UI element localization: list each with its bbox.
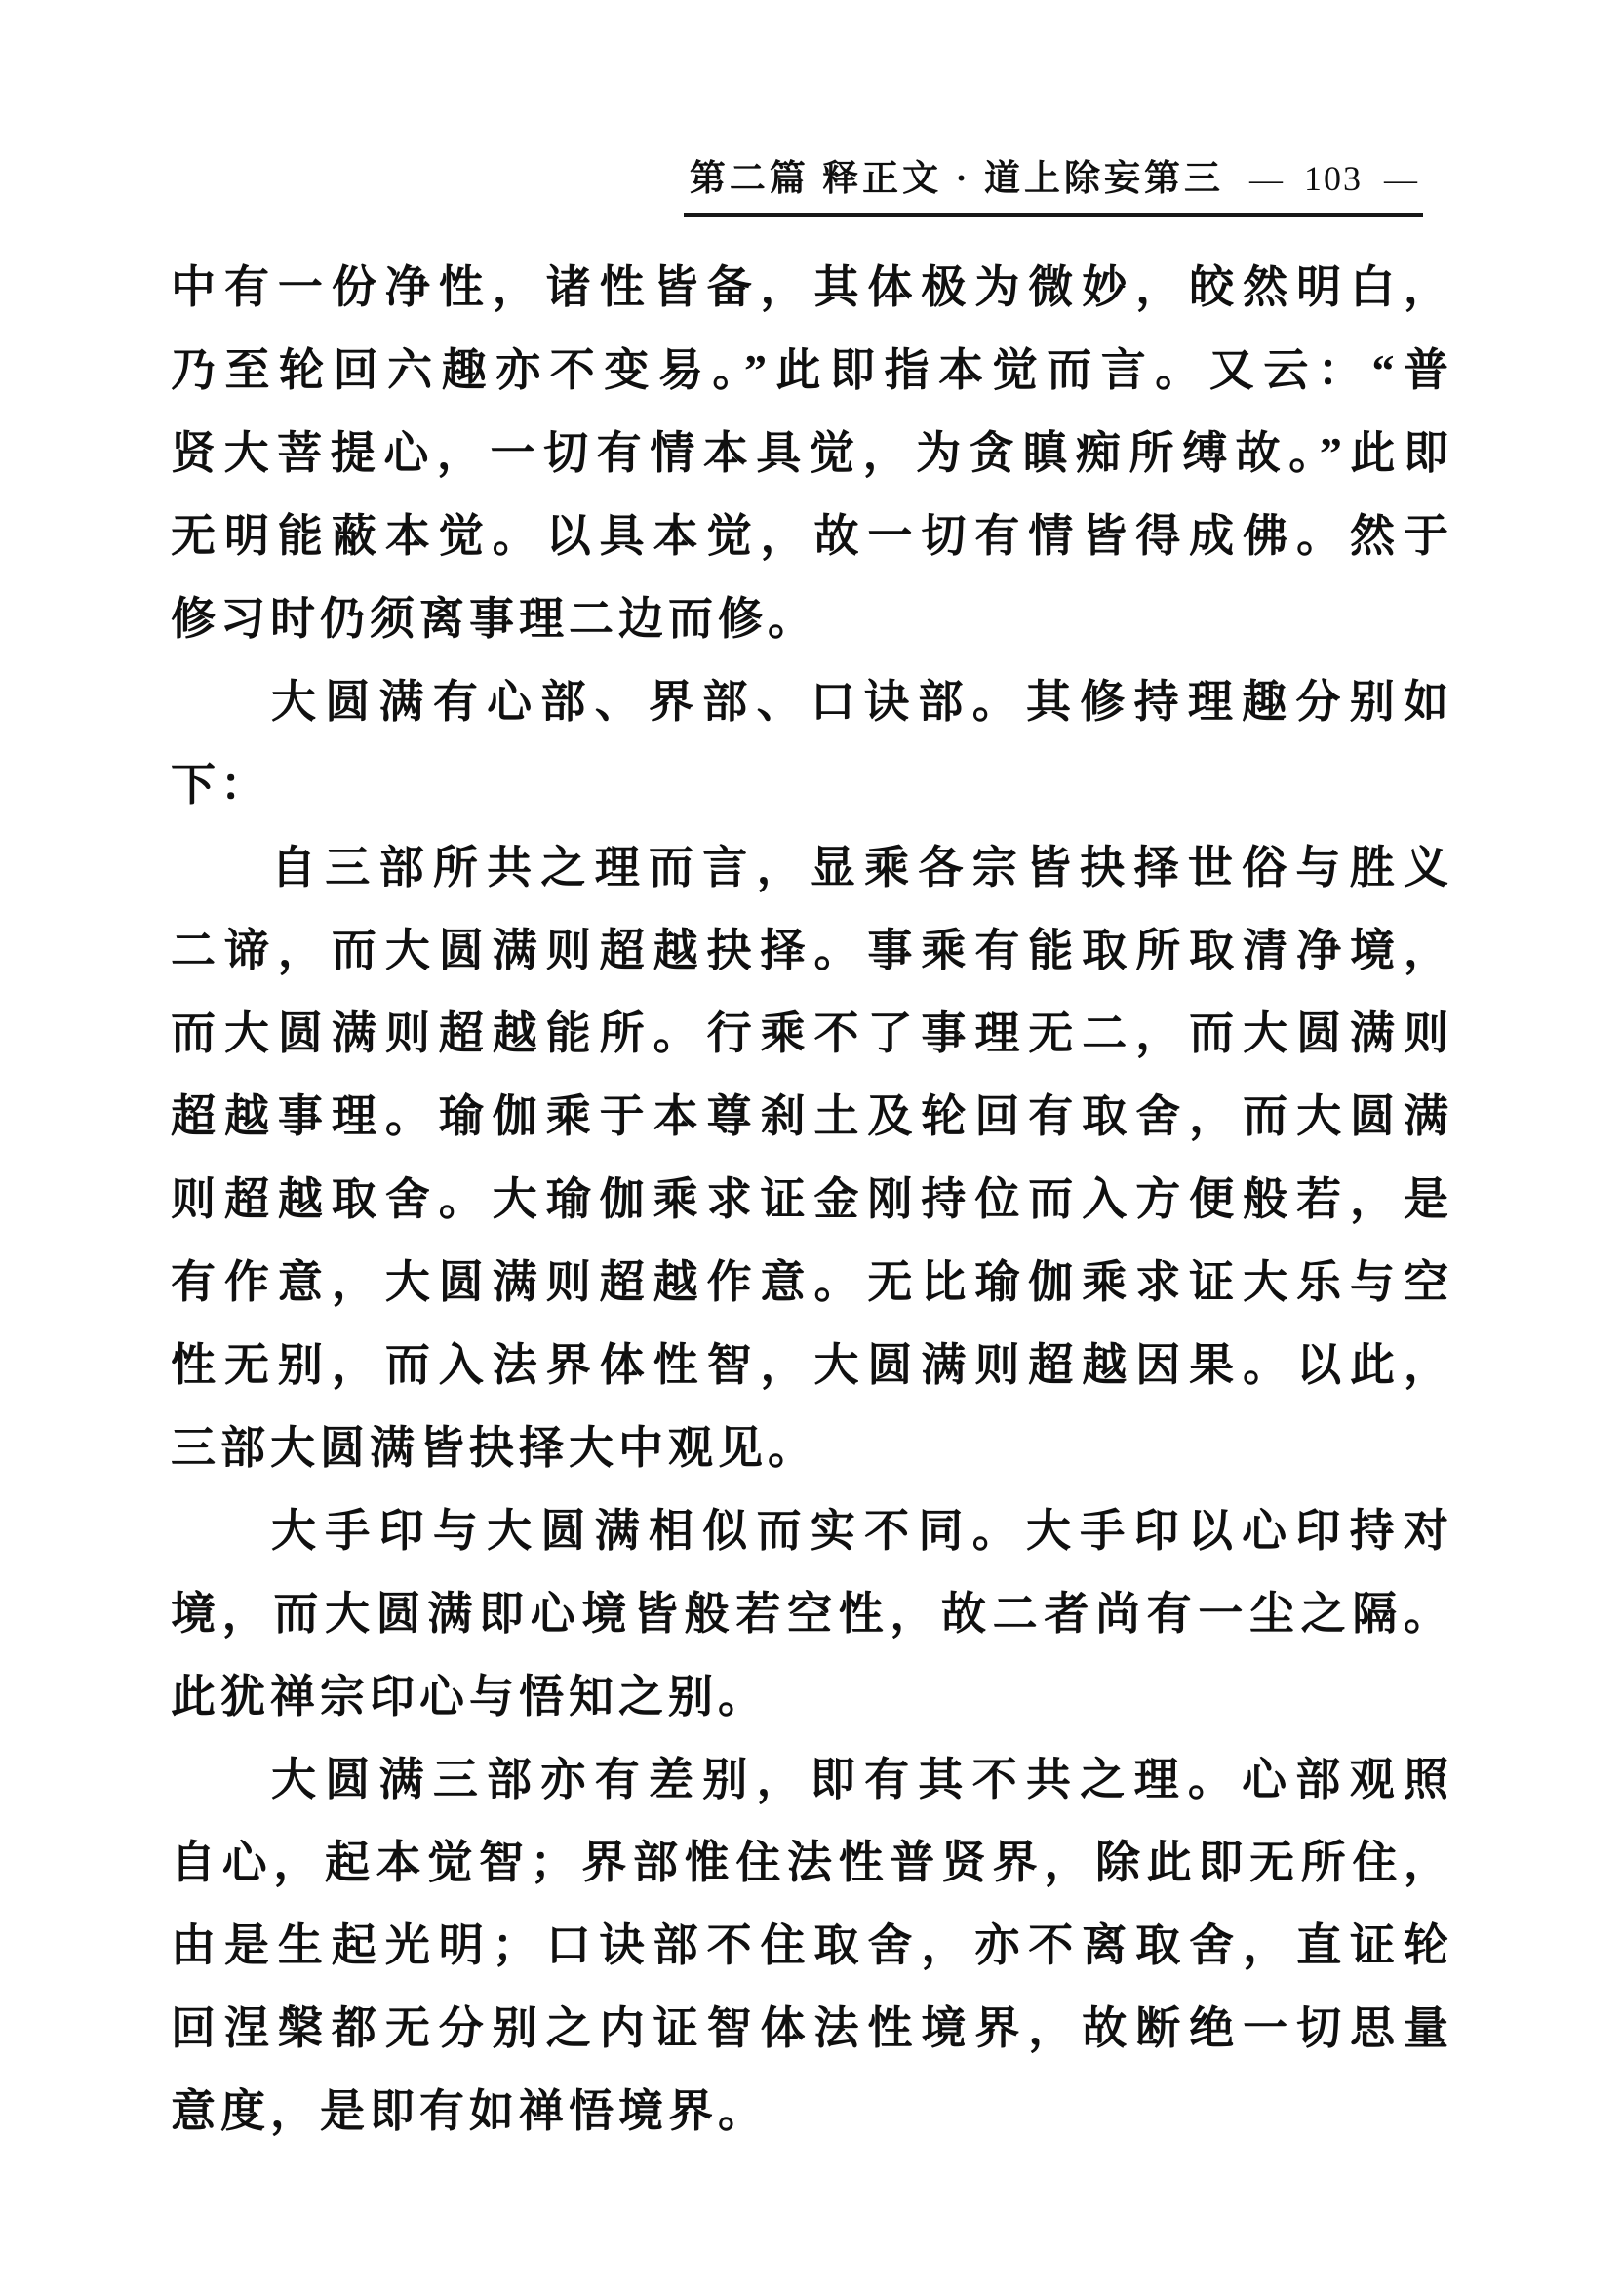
text-line: 自三部所共之理而言，显乘各宗皆抉择世俗与胜义 [271, 843, 1453, 892]
text-line: 由是生起光明；口诀部不住取舍，亦不离取舍，直证轮 [171, 1920, 1453, 1970]
text-line: 大圆满有心部、界部、口诀部。其修持理趣分别如 [271, 677, 1453, 727]
text-line: 修习时仍须离事理二边而修。 [171, 594, 817, 644]
text-line: 三部大圆满皆抉择大中观见。 [171, 1423, 817, 1473]
running-head [684, 148, 1423, 217]
text-line: 大手印与大圆满相似而实不同。大手印以心印持对 [271, 1506, 1453, 1556]
text-line: 意度，是即有如禅悟境界。 [171, 2086, 768, 2136]
text-line: 回涅槃都无分别之内证智体法性境界，故断绝一切思量 [171, 2003, 1453, 2053]
text-line: 贤大菩提心，一切有情本具觉，为贪瞋痴所缚故。”此即 [171, 428, 1453, 478]
page-number-dash-right: — [1384, 162, 1417, 198]
text-line: 无明能蔽本觉。以具本觉，故一切有情皆得成佛。然于 [171, 511, 1453, 561]
text-line: 则超越取舍。大瑜伽乘求证金刚持位而入方便般若，是 [171, 1174, 1453, 1224]
text-line: 此犹禅宗印心与悟知之别。 [171, 1672, 768, 1722]
text-line: 中有一份净性，诸性皆备，其体极为微妙，皎然明白， [171, 262, 1453, 312]
text-line: 大圆满三部亦有差别，即有其不共之理。心部观照 [271, 1755, 1453, 1804]
text-line: 超越事理。瑜伽乘于本尊刹土及轮回有取舍，而大圆满 [171, 1091, 1453, 1141]
page-number: 103 [1304, 159, 1363, 198]
text-line: 自心，起本觉智；界部惟住法性普贤界，除此即无所住， [171, 1838, 1453, 1887]
text-line: 性无别，而入法界体性智，大圆满则超越因果。以此， [171, 1340, 1453, 1390]
body-text [171, 246, 1453, 2153]
page-header [684, 148, 1423, 217]
chapter-title: 第二篇 释正文 · 道上除妄第三 [689, 159, 1224, 199]
text-line: 而大圆满则超越能所。行乘不了事理无二，而大圆满则 [171, 1009, 1453, 1058]
text-line: 有作意，大圆满则超越作意。无比瑜伽乘求证大乐与空 [171, 1257, 1453, 1307]
text-line: 下： [171, 760, 270, 810]
text-line: 境，而大圆满即心境皆般若空性，故二者尚有一尘之隔。 [171, 1589, 1453, 1639]
page-number-dash-left: — [1249, 162, 1283, 198]
text-line: 二谛，而大圆满则超越抉择。事乘有能取所取清净境， [171, 926, 1453, 975]
text-line: 乃至轮回六趣亦不变易。”此即指本觉而言。又云：“普 [171, 345, 1453, 395]
